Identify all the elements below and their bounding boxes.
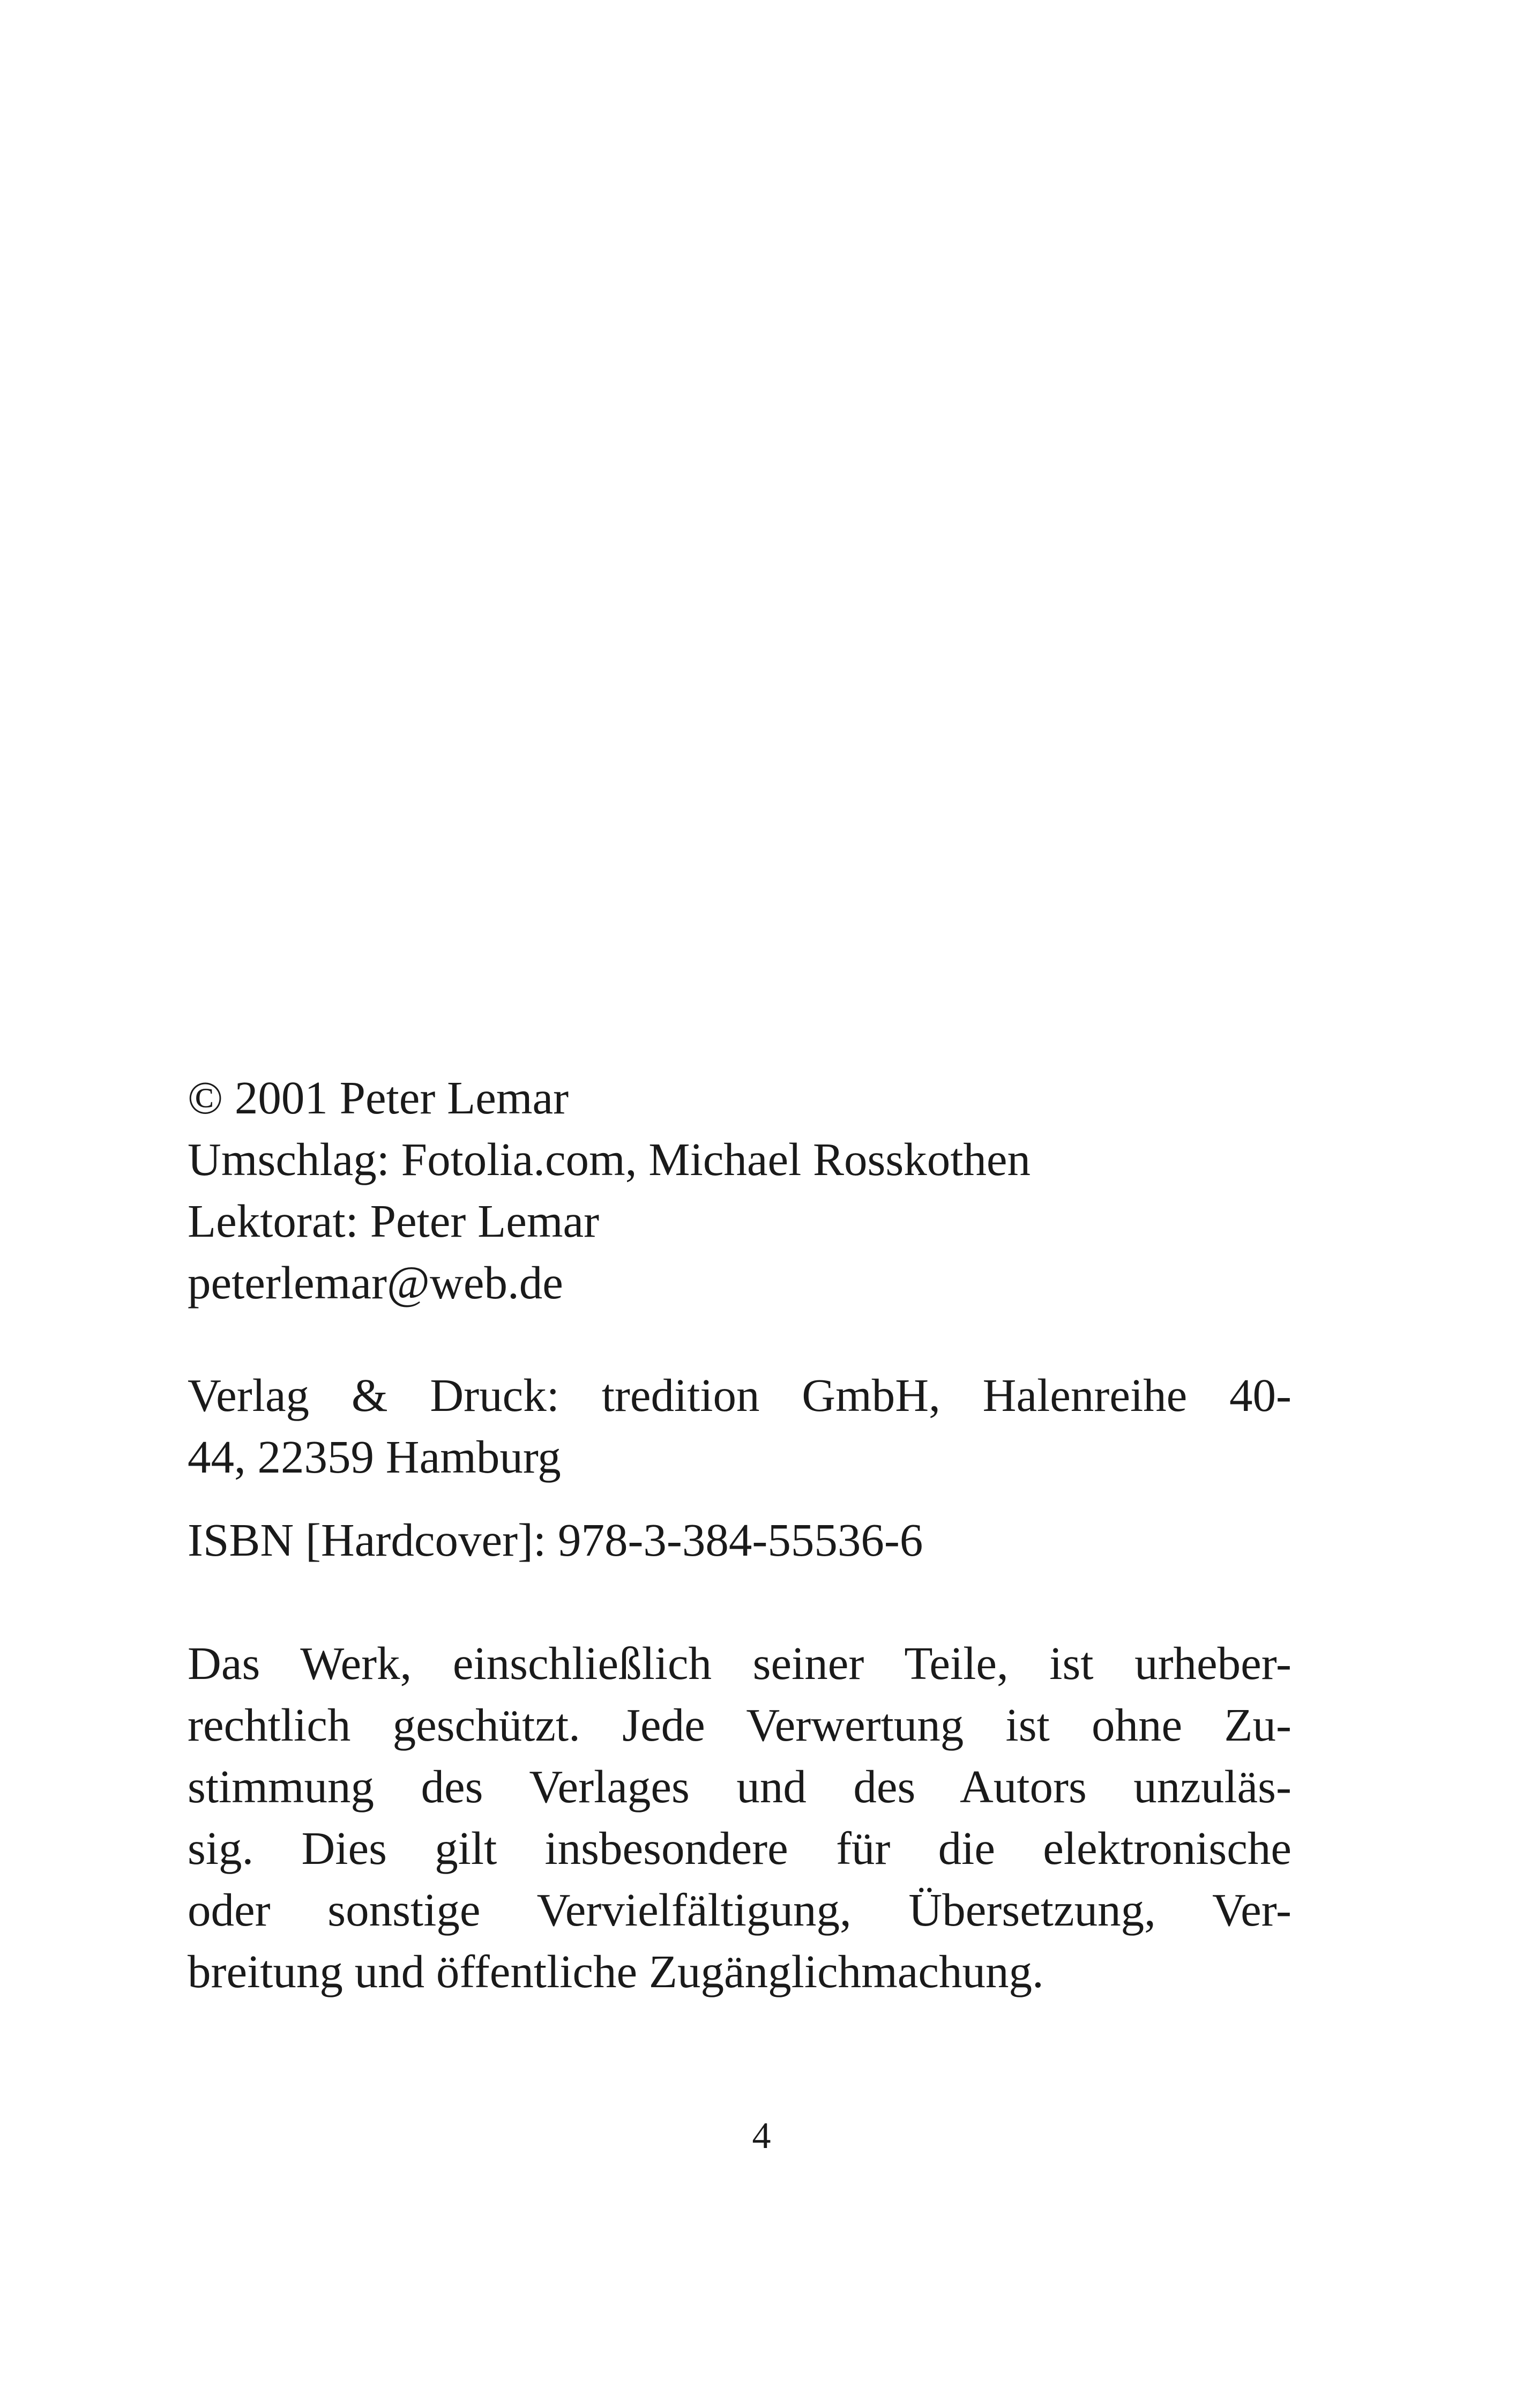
publisher-block <box>188 1364 1291 1488</box>
publisher-line-1: Verlag & Druck: tredition GmbH, Halenreihe 40- <box>188 1369 1291 1421</box>
notice-line: breitung und öffentliche Zugänglichmachung. <box>188 1945 1044 1997</box>
copyright-line: © 2001 Peter Lemar <box>188 1072 569 1124</box>
notice-line: Das Werk, einschließlich seiner Teile, ist urheber- <box>188 1637 1291 1689</box>
notice-line: rechtlich geschützt. Jede Verwertung ist ohne Zu- <box>188 1699 1291 1751</box>
page-number: 4 <box>752 2115 771 2157</box>
author-email: peterlemar@web.de <box>188 1257 563 1309</box>
publisher-line-2: 44, 22359 Hamburg <box>188 1431 561 1483</box>
notice-line: sig. Dies gilt insbesondere für die elektronische <box>188 1822 1291 1874</box>
notice-line: oder sonstige Vervielfältigung, Übersetzung, Ver- <box>188 1884 1291 1936</box>
copyright-notice <box>188 1632 1291 2002</box>
isbn-line: ISBN [Hardcover]: 978-3-384-55536-6 <box>188 1514 923 1566</box>
credits-block <box>188 1067 1291 1313</box>
cover-credit-line: Umschlag: Fotolia.com, Michael Rosskothen <box>188 1133 1031 1185</box>
editing-credit-line: Lektorat: Peter Lemar <box>188 1195 600 1247</box>
notice-line: stimmung des Verlages und des Autors unzuläs- <box>188 1760 1291 1812</box>
